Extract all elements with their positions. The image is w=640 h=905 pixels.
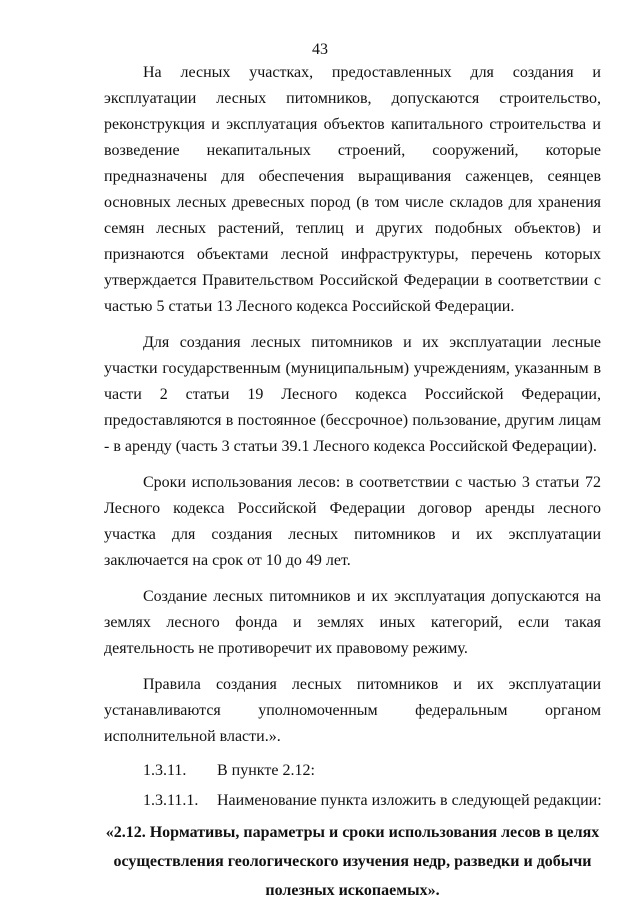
item-number: 1.3.11. [143,762,187,779]
page-number: 43 [312,41,328,58]
section-heading [104,818,601,905]
heading-line: осуществления геологического изучения недр, разведки и добычи [113,853,592,870]
heading-line: полезных ископаемых». [265,882,440,899]
list-item [104,758,601,784]
paragraph-usage-terms: Сроки использования лесов: в соответствии с частью 3 статьи 72 Лесного кодекса Российской Федерации договор аренды лесного участка для создания лесных питомников и их эксплуатации заключается на срок от 10 до 49 лет. [104,474,601,569]
heading-line: «2.12. Нормативы, параметры и сроки использования лесов в целях [105,824,600,841]
item-number: 1.3.11.1. [143,792,199,809]
item-text: Наименование пункта изложить в следующей редакции: [217,792,602,809]
paragraph-rules: Правила создания лесных питомников и их эксплуатации устанавливаются уполномоченным федеральным органом исполнительной власти.». [104,676,601,745]
paragraph-nurseries-lease: Для создания лесных питомников и их эксплуатации лесные участки государственным (муниципальным) учреждениям, указанным в части 2 статьи 19 Лесного кодекса Российской Федерации, предоставляются в постоянное (бессрочное) пользование, другим лицам - в аренду (часть 3 статьи 39.1 Лесного кодекса Российской Федерации). [104,334,601,455]
paragraph-land-categories: Создание лесных питомников и их эксплуатация допускаются на землях лесного фонда и землях иных категорий, если такая деятельность не противоречит их правовому режиму. [104,588,601,657]
document-body [104,60,601,905]
paragraph-nurseries-construction: На лесных участках, предоставленных для создания и эксплуатации лесных питомников, допускаются строительство, реконструкция и эксплуатация объектов капитального строительства и возведение некапитальных строений, сооружений, которые предназначены для обеспечения выращивания саженцев, сеянцев основных лесных древесных пород (в том числе складов для хранения семян лесных растений, теплиц и других подобных объектов) и признаются объектами лесной инфраструктуры, перечень которых утверждается Правительством Российской Федерации в соответствии с частью 5 статьи 13 Лесного кодекса Российской Федерации. [104,64,601,315]
item-text: В пункте 2.12: [217,762,315,779]
list-item [104,788,601,814]
